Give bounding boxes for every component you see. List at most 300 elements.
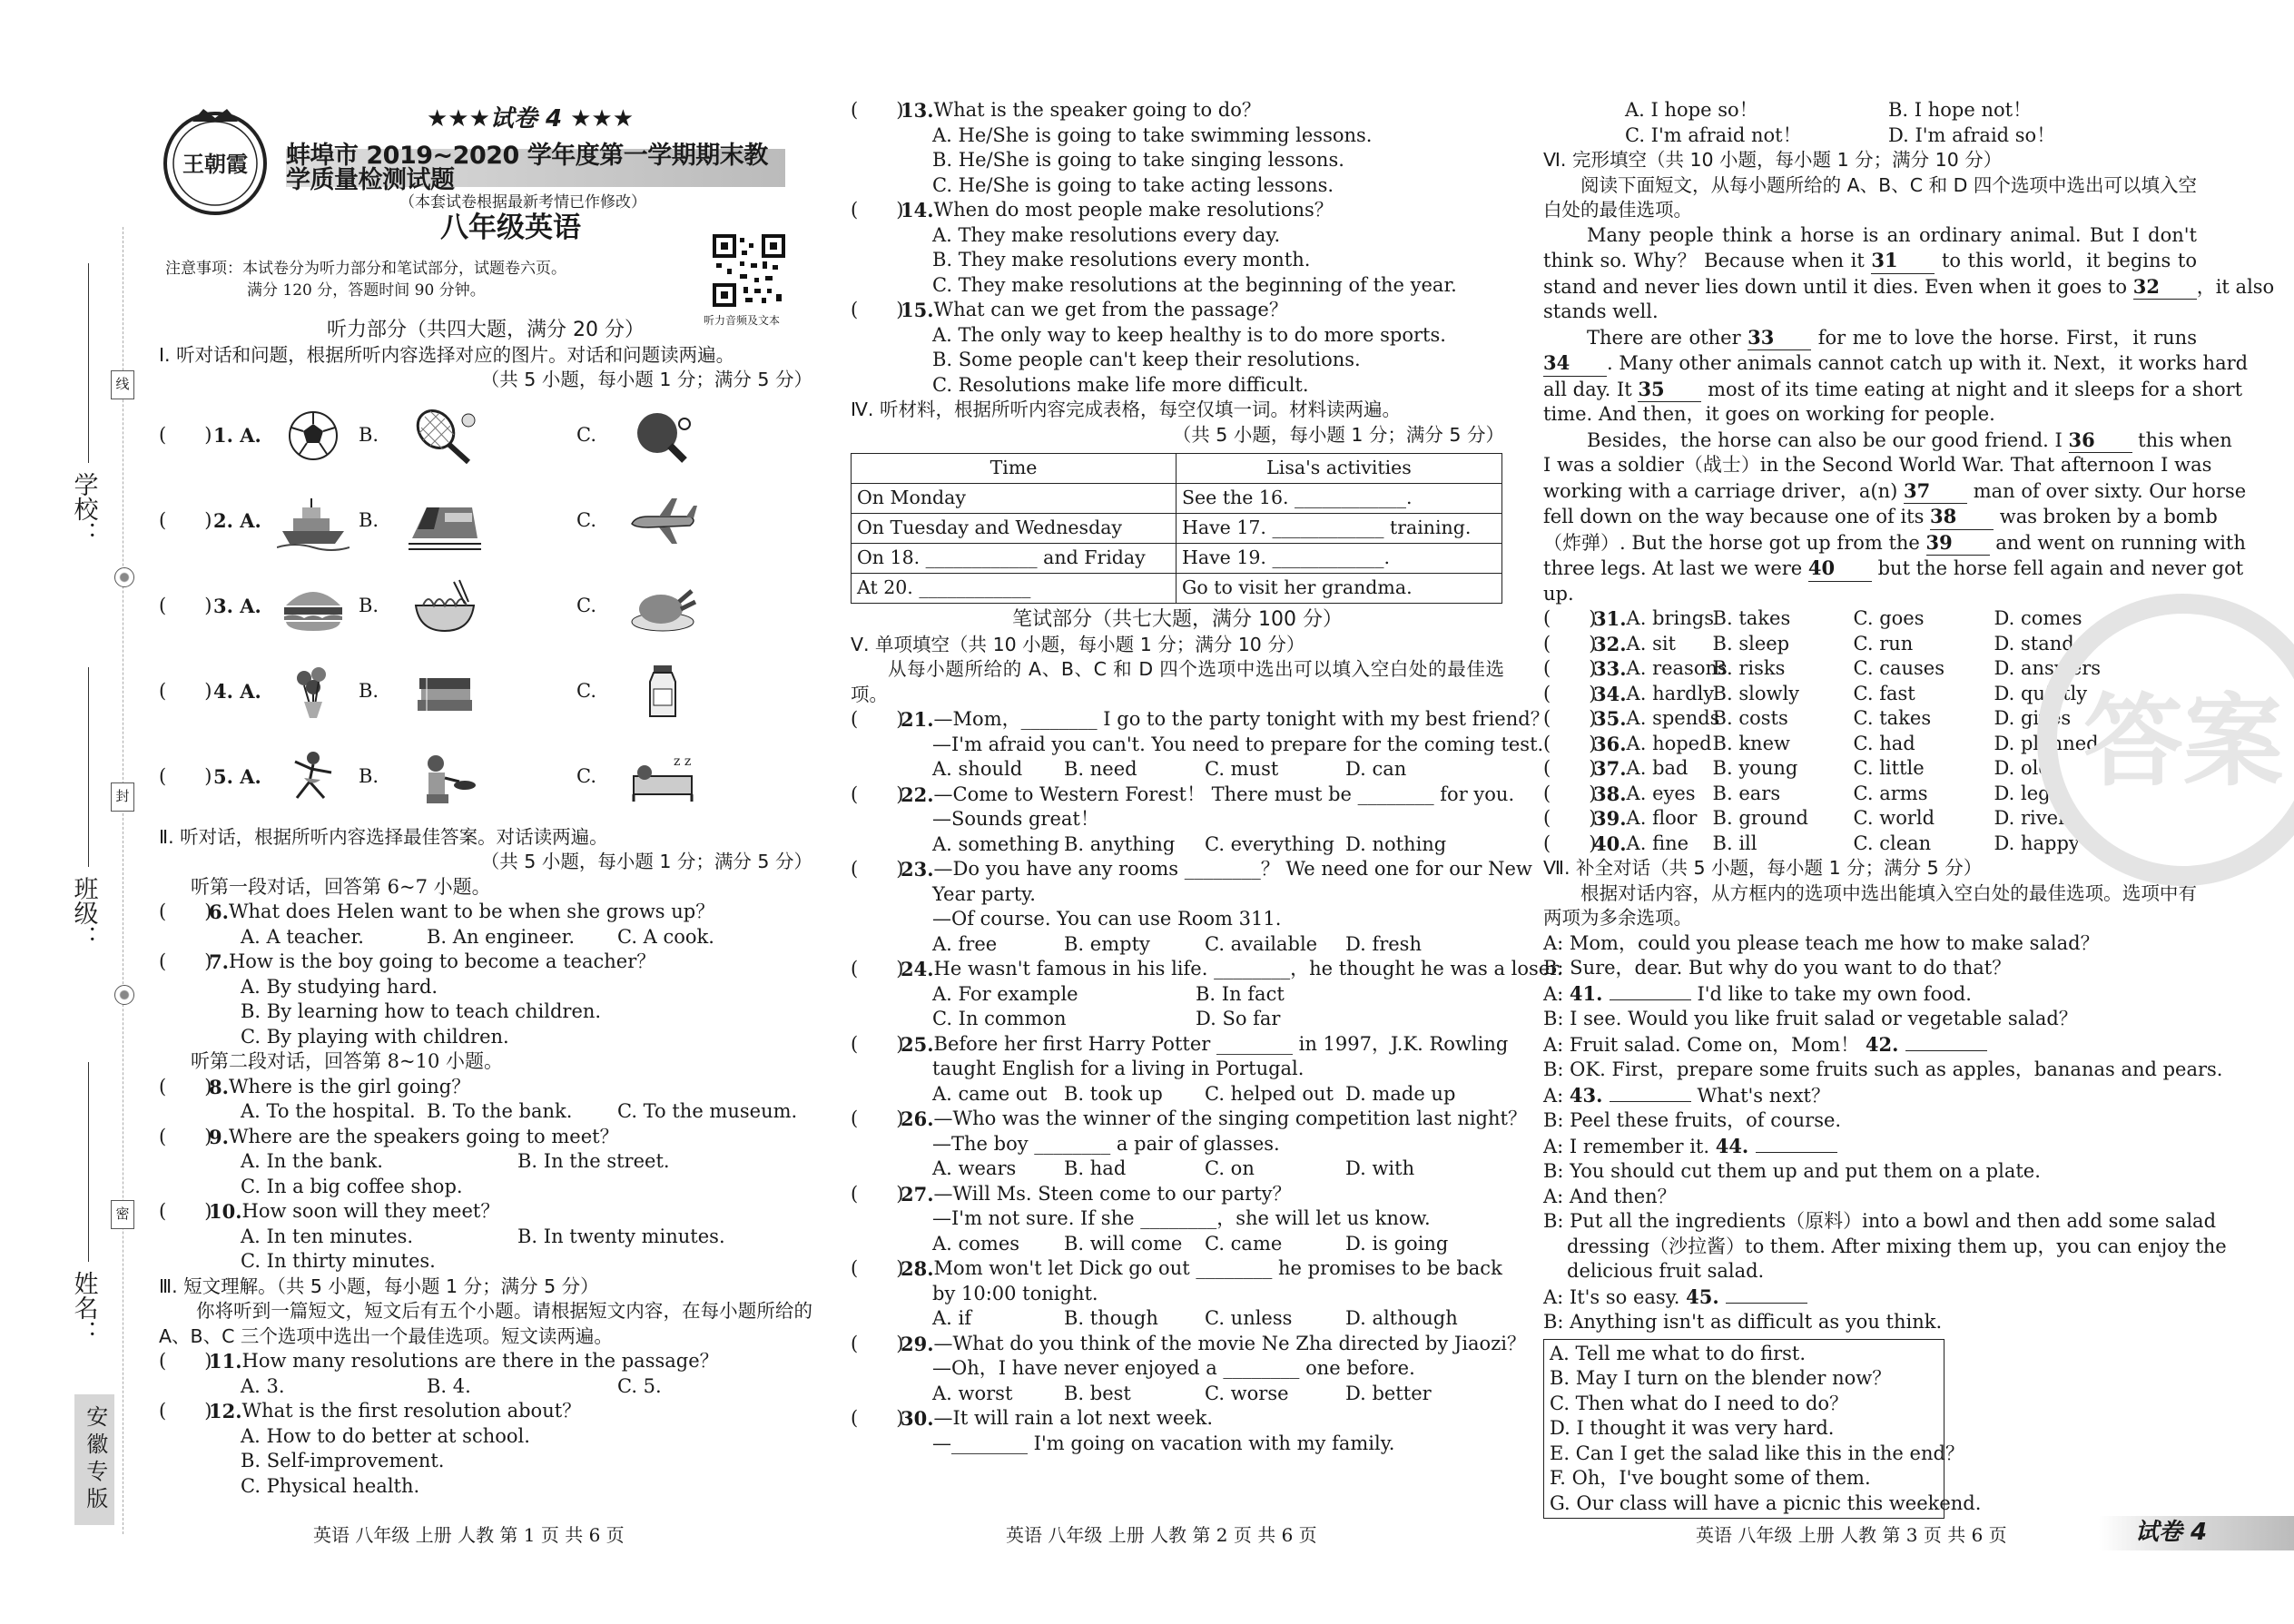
- single-choice-questions: [851, 707, 1563, 1456]
- option-label: C.: [576, 679, 596, 702]
- question-8: ( ) 8. Where is the girl going？: [159, 1075, 471, 1098]
- blank: 32: [2133, 274, 2197, 300]
- question-number: 45.: [1686, 1284, 1726, 1308]
- question-text: taught English for a living in Portugal.: [932, 1058, 1305, 1079]
- picture-question: [159, 478, 812, 564]
- option: B. empty: [1064, 932, 1150, 955]
- question-text: He wasn't famous in his life. ________，he thought he was a loser.: [933, 958, 1563, 979]
- options-11: A. 3. B. 4. C. 5.: [241, 1374, 662, 1397]
- option: C. goes: [1853, 607, 1925, 629]
- options: [851, 1382, 1504, 1407]
- option: C. clean: [1853, 832, 1932, 854]
- table-cell: On Monday: [852, 484, 1177, 514]
- part6-title: Ⅵ. 完形填空（共 10 小题，每小题 1 分；满分 10 分）: [1543, 149, 2003, 171]
- option: C. on: [1205, 1157, 1255, 1179]
- part7-intro: 根据对话内容，从方框内的选项中选出能填入空白处的最佳选项。选项中有两项为多余选项。: [1543, 881, 2197, 929]
- option: D. answers: [1994, 657, 2102, 679]
- blank: 35: [1638, 377, 1701, 403]
- option: B. slowly: [1712, 682, 1800, 704]
- question-number: 34.: [1593, 682, 1627, 705]
- question-29: [851, 1332, 1526, 1357]
- dialogue-line: A: 43. What's next？: [1543, 1083, 1830, 1107]
- table-cell: Go to visit her grandma.: [1177, 574, 1502, 604]
- option: B. best: [1064, 1382, 1131, 1404]
- hamburger-icon: [277, 575, 350, 638]
- part3-title: Ⅲ. 短文理解。（共 5 小题，每小题 1 分；满分 5 分）: [159, 1275, 599, 1297]
- question-text: —Will Ms. Steen come to our party？: [933, 1182, 1292, 1205]
- option-label: B.: [359, 764, 379, 787]
- exam-note: （本套试卷根据最新考情已作修改）: [399, 193, 646, 212]
- answer-bracket: ( ): [1543, 607, 1597, 629]
- option: C. worse: [1205, 1382, 1289, 1404]
- column-1: [159, 318, 812, 1499]
- option: D. fresh: [1345, 932, 1422, 955]
- passage-line: Many people think a horse is an ordinary animal. But I don't: [1587, 223, 2197, 246]
- picture-option[interactable]: [359, 489, 576, 553]
- question-7: ( ) 7. How is the boy going to become a teacher？: [159, 950, 656, 973]
- question-text: —It will rain a lot next week.: [933, 1407, 1214, 1429]
- option: C. In a big coffee shop.: [241, 1175, 463, 1197]
- question-number: 29.: [901, 1332, 934, 1355]
- watermark-text: 答案: [2083, 684, 2283, 800]
- tennis-racket-icon: [409, 404, 481, 468]
- question-number: 4. A.: [213, 679, 261, 703]
- listening-heading: 听力部分（共四大题，满分 20 分）: [327, 319, 645, 341]
- question-9: ( ) 9. Where are the speakers going to meet？: [159, 1125, 619, 1148]
- option: A. They make resolutions every day.: [932, 223, 1281, 246]
- option: D. So far: [1196, 1008, 1281, 1029]
- option: D. happy: [1994, 832, 2080, 854]
- answer-bracket: ( ): [851, 1332, 904, 1354]
- answer-bracket: ( ): [851, 1182, 904, 1205]
- subject-title: 八年级英语: [440, 212, 581, 244]
- roast-chicken-icon: [626, 575, 699, 638]
- option: B. Some people can't keep their resolutions.: [932, 349, 1361, 370]
- question-24: [851, 957, 1563, 982]
- question-number: 38.: [1593, 782, 1627, 805]
- question-text: —________ I'm going on vacation with my family.: [932, 1432, 1395, 1454]
- train-icon: [409, 489, 481, 553]
- question-number: 40.: [1593, 832, 1627, 855]
- option: B. though: [1064, 1307, 1158, 1329]
- question-number: 41.: [1569, 981, 1610, 1005]
- answer-bracket: ( ): [851, 1257, 904, 1279]
- question-25: [851, 1032, 1509, 1058]
- question-number: 2. A.: [213, 508, 261, 532]
- option: C. available: [1205, 932, 1318, 955]
- option: D. nothing: [1345, 832, 1447, 855]
- option: A. sit: [1626, 632, 1676, 655]
- question-11: ( ) 11. How many resolutions are there in the passage？: [159, 1350, 719, 1373]
- options: [851, 1082, 1504, 1107]
- answer-bracket: ( ): [851, 708, 904, 730]
- picture-option[interactable]: [359, 745, 576, 809]
- option: C. I'm afraid not！: [1625, 123, 1802, 146]
- question-text: —Mom，________ I go to the party tonight with my best friend？: [933, 708, 1550, 730]
- blank: 37: [1904, 478, 1967, 505]
- option: C. arms: [1853, 782, 1928, 804]
- options: [851, 1007, 1504, 1032]
- qr-caption: 听力音频及文本: [704, 314, 781, 327]
- option-item: F. Oh，I've bought some of them.: [1550, 1467, 1871, 1489]
- publisher-logo: [156, 102, 274, 220]
- option: A. He/She is going to take swimming lessons.: [932, 123, 1373, 146]
- table-cell: On 18. ____________ and Friday: [852, 544, 1177, 574]
- passage-line: fell down on the way because one of its 38 was broken by a bomb: [1543, 504, 2197, 530]
- passage-line: 34 . Many other animals cannot catch up with it. Next，it works hard: [1543, 350, 2197, 377]
- options: [851, 757, 1504, 782]
- options: [851, 1306, 1504, 1332]
- option: C. takes: [1853, 707, 1932, 729]
- passage-line: working with a carriage driver，a(n) 37 man of over sixty. Our horse: [1543, 478, 2197, 505]
- question-13: ( ) 13. What is the speaker going to do？: [851, 99, 1261, 122]
- option-label: B.: [359, 679, 379, 702]
- noodles-icon: [409, 575, 481, 638]
- answer-bracket: ( ): [1543, 757, 1597, 779]
- option: D. comes: [1994, 607, 2082, 629]
- option: D. legs: [1994, 782, 2061, 804]
- option: B. sleep: [1712, 632, 1790, 655]
- option: D. stand: [1994, 632, 2074, 655]
- dialogue-line: A: I remember it. 44.: [1543, 1134, 2197, 1160]
- option: A. hardly: [1626, 682, 1715, 704]
- ship-icon: [277, 489, 350, 553]
- question-text: Before her first Harry Potter ________ in 1997，J.K. Rowling: [933, 1032, 1509, 1055]
- question-text: —The boy ________ a pair of glasses.: [932, 1132, 1280, 1155]
- answer-bracket: ( ): [159, 764, 212, 787]
- options-6: A. A teacher. B. An engineer. C. A cook.: [241, 925, 714, 948]
- option: D. planned: [1994, 732, 2099, 754]
- option: A. spends: [1626, 707, 1720, 729]
- question-number: 25.: [901, 1032, 934, 1056]
- answer-bracket: ( ): [851, 1407, 904, 1429]
- table-cell: At 20. ____________: [852, 574, 1177, 604]
- dialogue-line: dressing（沙拉酱）to them. After mixing them up，you can enjoy the: [1567, 1235, 2227, 1257]
- answer-blank: [1610, 999, 1691, 1000]
- class-label: 班级：: [69, 876, 98, 950]
- picture-option[interactable]: [576, 575, 758, 638]
- seal-mark-seal: 封: [111, 782, 134, 812]
- question-number: 21.: [901, 708, 934, 731]
- option: C. In common: [932, 1008, 1067, 1029]
- option: B. young: [1712, 757, 1798, 779]
- option: A. I hope so！: [1625, 99, 1758, 121]
- options-8: A. To the hospital. B. To the bank. C. To the museum.: [241, 1100, 798, 1122]
- answer-bracket: ( ): [159, 594, 212, 616]
- passage-line: There are other 33 for me to love the horse. First，it runs: [1543, 325, 2197, 351]
- table-row: [852, 544, 1502, 574]
- activities-table: [851, 453, 1502, 604]
- option: A. something: [932, 832, 1059, 855]
- option: C. came: [1205, 1232, 1283, 1255]
- blank: 38: [1930, 504, 1994, 530]
- question-number: 27.: [901, 1182, 934, 1206]
- option: C. everything: [1205, 832, 1334, 855]
- option: D. with: [1345, 1157, 1415, 1179]
- passage-line: stand and never lies down until it dies. Even when it goes to 32 ，it also: [1543, 274, 2197, 300]
- picture-questions: [159, 393, 812, 820]
- answer-blank: [1610, 1101, 1691, 1102]
- options: [1543, 98, 2197, 123]
- answer-blank: [1756, 1152, 1837, 1153]
- answer-watermark: [2024, 581, 2294, 899]
- answer-bracket: ( ): [1543, 832, 1597, 854]
- blank: 36: [2069, 428, 2132, 454]
- picture-option[interactable]: [359, 575, 576, 638]
- school-label: 学校：: [69, 472, 98, 546]
- dialogue-line: B: You should cut them up and put them on a plate.: [1543, 1160, 2041, 1182]
- question-21: [851, 707, 1550, 733]
- option: B. need: [1064, 758, 1137, 780]
- option: B. By learning how to teach children.: [241, 1000, 602, 1022]
- passage-line: think so. Why？ Because when it 31 to this world，it begins to: [1543, 248, 2197, 274]
- option-label: C.: [576, 594, 596, 616]
- dialogue: [1543, 931, 2227, 1335]
- option: A. wears: [932, 1157, 1017, 1179]
- answer-bracket: ( ): [851, 958, 904, 979]
- option: A. By studying hard.: [241, 975, 438, 998]
- options-box: [1543, 1339, 1982, 1520]
- option: B. He/She is going to take singing lessons.: [932, 149, 1344, 171]
- question-text: —Who was the winner of the singing competition last night？: [933, 1107, 1527, 1129]
- name-label: 姓名：: [69, 1271, 98, 1344]
- option: C. little: [1853, 757, 1925, 779]
- option-item: C. Then what do I need to do？: [1550, 1392, 1849, 1414]
- passage-line: Besides，the horse can also be our good friend. I 36 this when: [1543, 428, 2197, 454]
- dialogue-line: A: 41. I'd like to take my own food.: [1543, 981, 1972, 1005]
- question-text: —Do you have any rooms ________？ We need one for our New: [933, 858, 1532, 880]
- part2-title: Ⅱ. 听对话，根据所听内容选择最佳答案。对话读两遍。: [159, 825, 608, 848]
- part5-title: Ⅴ. 单项填空（共 10 小题，每小题 1 分；满分 10 分）: [851, 633, 1305, 655]
- passage-line: （炸弹）. But the horse got up from the 39 and went on running with: [1543, 530, 2197, 556]
- question-10: ( ) 10. How soon will they meet？: [159, 1200, 500, 1223]
- option: A. should: [932, 758, 1023, 780]
- dialogue-line: B: Anything isn't as difficult as you think.: [1543, 1311, 1943, 1333]
- table-row: [852, 514, 1502, 544]
- part2-score: （共 5 小题，每小题 1 分；满分 5 分）: [480, 851, 812, 872]
- option: A. For example: [932, 982, 1078, 1005]
- table-header-cell: Lisa's activities: [1177, 454, 1502, 484]
- question-number: 23.: [901, 858, 934, 881]
- options: [851, 932, 1504, 958]
- school-line: [88, 263, 89, 463]
- option: C. By playing with children.: [241, 1025, 509, 1048]
- cooking-boy-icon: [409, 745, 481, 809]
- option: C. must: [1205, 758, 1279, 780]
- question-number: 1. A.: [213, 423, 261, 447]
- option: C. causes: [1853, 657, 1945, 679]
- part4-score: （共 5 小题，每小题 1 分；满分 5 分）: [1172, 423, 1504, 446]
- question-number: 26.: [901, 1107, 934, 1130]
- part2-intro1: 听第一段对话，回答第 6~7 小题。: [191, 875, 491, 898]
- picture-question: [159, 649, 812, 734]
- question-14: ( ) 14. When do most people make resolutions？: [851, 199, 1334, 221]
- picture-question: [159, 734, 812, 820]
- question-text: —Of course. You can use Room 311.: [932, 908, 1282, 930]
- question-number: 31.: [1593, 607, 1627, 630]
- question-27: [851, 1182, 1504, 1207]
- option-item: B. May I turn on the blender now？: [1550, 1367, 1892, 1389]
- question-30: [851, 1406, 1504, 1432]
- option: B. ground: [1712, 807, 1808, 829]
- blank: 34: [1543, 350, 1607, 377]
- option: C. run: [1853, 632, 1914, 655]
- books-icon: [409, 660, 481, 723]
- option-label: B.: [359, 508, 379, 531]
- question-text: by 10:00 tonight.: [932, 1282, 1098, 1304]
- option: B. ears: [1712, 782, 1781, 804]
- option-label: C.: [576, 423, 596, 446]
- milk-bottle-icon: [626, 660, 699, 723]
- logo-text: 王朝霞: [182, 151, 248, 177]
- option: A. if: [932, 1307, 972, 1329]
- picture-option[interactable]: [576, 404, 758, 468]
- question-text: —What do you think of the movie Ne Zha directed by Jiaozi？: [933, 1332, 1526, 1354]
- footer-page-1: 英语 八年级 上册 人教 第 1 页 共 6 页: [313, 1524, 625, 1546]
- option-item: G. Our class will have a picnic this weekend.: [1550, 1491, 1982, 1514]
- exam-title: 蚌埠市 2019~2020 学年度第一学期期末教学质量检测试题: [286, 149, 785, 187]
- option: B. anything: [1064, 832, 1176, 855]
- binding-hole: [114, 985, 134, 1005]
- answer-bracket: ( ): [1543, 657, 1597, 679]
- option: D. gives: [1994, 707, 2072, 729]
- question-number: 28.: [901, 1257, 934, 1280]
- question-30-options: [1543, 98, 2197, 148]
- picture-option[interactable]: [576, 489, 758, 553]
- table-cell: Have 17. ____________ training.: [1177, 514, 1502, 544]
- dialogue-line: B: OK. First，prepare some fruits such as apples，bananas and pears.: [1543, 1058, 2223, 1080]
- option-label: B.: [359, 594, 379, 616]
- answer-bracket: ( ): [159, 423, 212, 446]
- option: B. I hope not！: [1888, 99, 2033, 121]
- option: D. I'm afraid so！: [1888, 123, 2056, 146]
- answer-bracket: ( ): [851, 858, 904, 880]
- part7-title: Ⅶ. 补全对话（共 5 小题，每小题 1 分；满分 5 分）: [1543, 857, 1983, 879]
- option: A. bad: [1626, 757, 1689, 779]
- blank: 39: [1926, 530, 1990, 556]
- blank: 33: [1748, 325, 1811, 351]
- answer-bracket: ( ): [1543, 682, 1597, 704]
- dialogue-line: A: Mom，could you please teach me how to make salad？: [1543, 931, 2100, 954]
- question-28: [851, 1256, 1504, 1282]
- answer-bracket: ( ): [851, 1107, 904, 1129]
- option: A. fine: [1626, 832, 1689, 854]
- dancing-girl-icon: [277, 745, 350, 809]
- option: D. river: [1994, 807, 2068, 829]
- sleeping-child-icon: [626, 745, 699, 809]
- picture-option[interactable]: [576, 745, 758, 809]
- picture-question: [159, 393, 812, 478]
- question-text: —Sounds great！: [932, 808, 1099, 830]
- picture-option[interactable]: [359, 660, 576, 723]
- answer-blank: [1726, 1303, 1807, 1304]
- option: C. In thirty minutes.: [241, 1250, 436, 1272]
- answer-bracket: ( ): [1543, 782, 1597, 804]
- answer-blank: [1905, 1050, 1987, 1051]
- qr-code[interactable]: [713, 234, 785, 307]
- option: A. eyes: [1626, 782, 1696, 804]
- question-number: 43.: [1569, 1083, 1610, 1107]
- question-6: ( ) 6. What does Helen want to be when she grows up？: [159, 901, 715, 923]
- question-number: 24.: [901, 958, 934, 980]
- ping-pong-paddle-icon: [626, 404, 699, 468]
- question-number: 44.: [1715, 1134, 1756, 1157]
- answer-bracket: ( ): [851, 1032, 904, 1055]
- dialogue-line: A: It's so easy. 45.: [1543, 1284, 2197, 1311]
- option: A. free: [932, 932, 998, 955]
- table-row: [852, 574, 1502, 604]
- question-text: —I'm not sure. If she ________，she will let us know.: [932, 1207, 1431, 1229]
- footer-page-2: 英语 八年级 上册 人教 第 2 页 共 6 页: [1006, 1524, 1317, 1546]
- option: C. world: [1853, 807, 1935, 829]
- part2-intro2: 听第二段对话，回答第 8~10 小题。: [191, 1050, 504, 1072]
- part1-score: （共 5 小题，每小题 1 分；满分 5 分）: [480, 369, 812, 390]
- question-26: [851, 1107, 1527, 1132]
- series-title: ★★★试卷 4 ★★★: [427, 105, 635, 133]
- option-label: C.: [576, 508, 596, 531]
- option: B. costs: [1712, 707, 1788, 729]
- football-icon: [277, 404, 350, 468]
- option: B. takes: [1712, 607, 1791, 629]
- option: B. Self-improvement.: [241, 1450, 445, 1471]
- dialogue-line: A: Fruit salad. Come on，Mom！ 42.: [1543, 1032, 2197, 1058]
- answer-bracket: ( ): [159, 679, 212, 702]
- question-number: 35.: [1593, 707, 1627, 730]
- passage-line: stands well.: [1543, 300, 1659, 322]
- table-cell: On Tuesday and Wednesday: [852, 514, 1177, 544]
- passage-line: time. And then，it goes on working for people.: [1543, 403, 1995, 425]
- dialogue-line: B: Put all the ingredients（原料）into a bowl and then add some salad: [1543, 1210, 2217, 1232]
- part1-title: Ⅰ. 听对话和问题，根据所听内容选择对应的图片。对话和问题读两遍。: [159, 343, 735, 366]
- option: C. helped out: [1205, 1082, 1334, 1105]
- part4-title: Ⅳ. 听材料，根据所听内容完成表格，每空仅填一词。材料读两遍。: [851, 399, 1401, 420]
- option: A. came out: [932, 1082, 1048, 1105]
- table-cell: See the 16. ____________.: [1177, 484, 1502, 514]
- answer-bracket: ( ): [851, 782, 904, 805]
- options-9: A. In the bank. B. In the street.: [241, 1150, 670, 1172]
- instructions: 注意事项：本试卷分为听力部分和笔试部分，试题卷六页。 满分 120 分，答题时间 90 分钟。: [165, 260, 566, 300]
- table-row: [852, 484, 1502, 514]
- question-text: Mom won't let Dick go out ________ he promises to be back: [933, 1257, 1502, 1279]
- class-line: [88, 667, 89, 867]
- answer-bracket: ( ): [1543, 707, 1597, 729]
- dialogue-line: A: And then？: [1543, 1185, 1677, 1207]
- question-text: Year party.: [932, 882, 1036, 905]
- options: [851, 982, 1504, 1008]
- question-15: ( ) 15. What can we get from the passage？: [851, 299, 1288, 321]
- airplane-icon: [626, 489, 699, 553]
- option: C. fast: [1853, 682, 1915, 704]
- option: C. Physical health.: [241, 1474, 420, 1497]
- option: D. made up: [1345, 1082, 1456, 1105]
- picture-option[interactable]: [359, 404, 576, 468]
- picture-option[interactable]: [576, 660, 758, 723]
- option: B. risks: [1712, 657, 1786, 679]
- dialogue-line: delicious fruit salad.: [1567, 1260, 1765, 1282]
- options: [851, 832, 1504, 858]
- svg-text:z z: z z: [674, 753, 692, 769]
- option: A. worst: [932, 1382, 1013, 1404]
- flowers-icon: [277, 660, 350, 723]
- answer-bracket: ( ): [1543, 807, 1597, 829]
- options: [1543, 123, 2197, 149]
- option: D. quietly: [1994, 682, 2088, 704]
- question-text: —I'm afraid you can't. You need to prepare for the coming test.: [932, 733, 1544, 755]
- binding-hole: [114, 567, 134, 587]
- paper-tag: 试卷 4: [2099, 1516, 2294, 1550]
- option: B. ill: [1712, 832, 1757, 854]
- option: C. He/She is going to take acting lessons.: [932, 173, 1334, 196]
